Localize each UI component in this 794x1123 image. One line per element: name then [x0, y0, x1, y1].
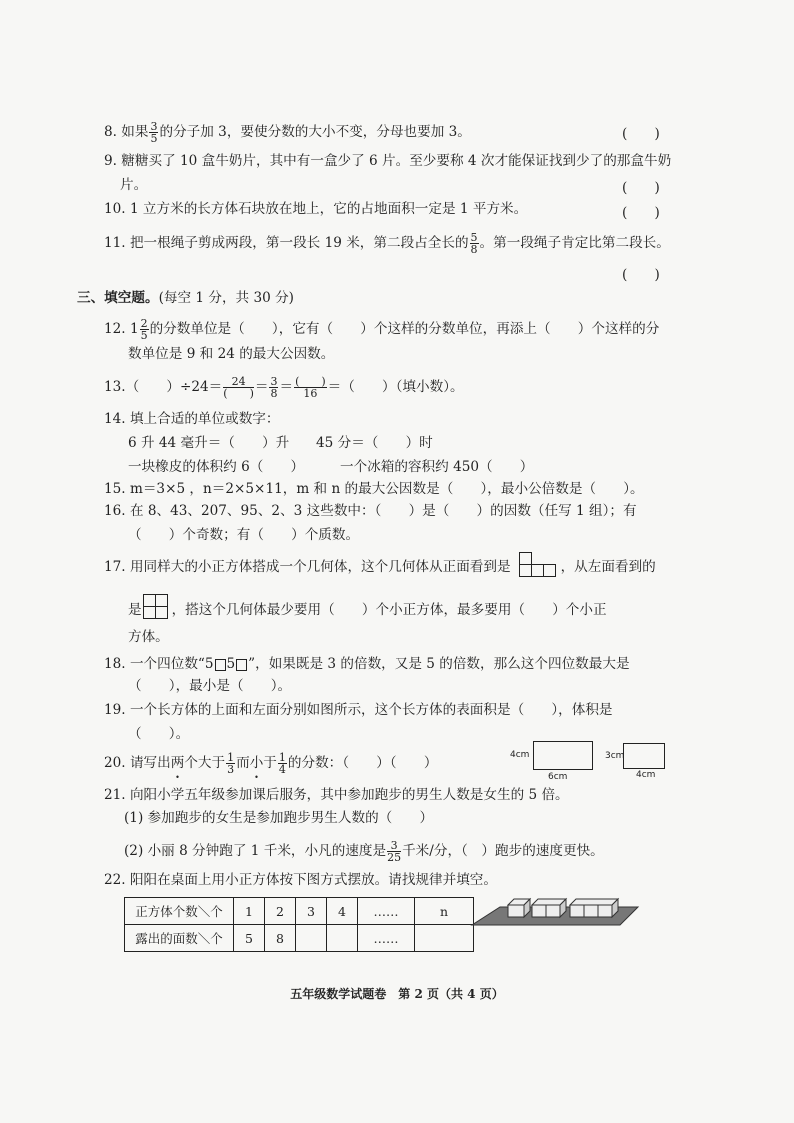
table-cell: 2: [265, 898, 296, 925]
question-14-a: 6 升 44 毫升＝（ ）升: [128, 435, 290, 451]
table-cell: ……: [358, 898, 415, 925]
left-face-height-label: 3cm: [605, 751, 625, 761]
q20-fraction-upper: $\frac{1}{4}$: [278, 751, 286, 776]
q10-answer-bracket[interactable]: ( ): [622, 205, 660, 221]
section-3-heading: 三、填空题。(每空 1 分，共 30 分): [77, 290, 294, 306]
question-17-line2: 是 ，搭这个几何体最少要用（ ）个小正方体，最多要用（ ）个小正: [128, 602, 607, 618]
table-header-cell: 露出的面数＼个: [125, 925, 234, 952]
q8-text-start: 8. 如果: [104, 124, 149, 140]
q13-fraction-1: $\frac{24}{( )}$: [223, 375, 254, 400]
table-cell: n: [415, 898, 474, 925]
question-8: [104, 121, 471, 144]
question-16-line2: （ ）个奇数；有（ ）个质数。: [128, 527, 360, 543]
page-footer: 五年级数学试题卷 第 2 页（共 4 页）: [290, 987, 504, 1001]
table-cell: 8: [265, 925, 296, 952]
question-20: 20. 请写出两个大于 $\frac{1}{3}$ 而小于 $\frac{1}{4}$ 的分数：（ ）（ ）: [104, 751, 438, 776]
q20-fraction-lower: $\frac{1}{3}$: [227, 751, 235, 776]
left-face-width-label: 4cm: [636, 770, 656, 780]
table-cell: ……: [358, 925, 415, 952]
table-header-cell: 正方体个数＼个: [125, 898, 234, 925]
question-16-line1: 16. 在 8、43、207、95、2、3 这些数中：（ ）是（ ）的因数（任写 1 组）；有: [104, 503, 637, 519]
answer-cell[interactable]: [415, 925, 474, 952]
table-cell: 5: [234, 925, 265, 952]
q9-answer-bracket[interactable]: ( ): [622, 180, 660, 196]
q8-answer-bracket[interactable]: ( ): [622, 126, 660, 142]
q13-fraction-3: $\frac{( )}{16}$: [295, 375, 326, 400]
question-17-line3: 方体。: [128, 629, 169, 645]
question-14-title: 14. 填上合适的单位或数字：: [104, 411, 280, 427]
question-19-line1: 19. 一个长方体的上面和左面分别如图所示，这个长方体的表面积是（ ），体积是: [104, 702, 613, 718]
question-12-line2: 数单位是 9 和 24 的最大公因数。: [128, 346, 335, 362]
pattern-table: [124, 897, 474, 952]
table-cell: 4: [327, 898, 358, 925]
answer-cell[interactable]: [327, 925, 358, 952]
top-face-width-label: 6cm: [548, 772, 568, 782]
question-19-line2: （ ）。: [128, 726, 190, 742]
q13-fraction-2: $\frac{3}{8}$: [270, 375, 278, 400]
q21-fraction: $\frac{3}{25}$: [387, 839, 402, 864]
cubes-on-table-figure: [470, 895, 640, 931]
top-face-height-label: 4cm: [510, 750, 530, 760]
question-9-line2: 片。: [120, 177, 148, 193]
question-18-line2: （ ），最小是（ ）。: [128, 678, 292, 694]
question-12: 12. 1 $\frac{2}{5}$ 的分数单位是（ ），它有（ ）个这样的分数单位，再添上（ ）个这样的分: [104, 317, 660, 342]
q12-fraction: $\frac{2}{5}$: [140, 317, 148, 342]
q8-fraction: $\frac{3}{5}$: [150, 120, 158, 145]
digit-blank-box: [236, 659, 247, 671]
question-11: 11. 把一根绳子剪成两段，第一段长 19 米，第二段占全长的 $\frac{5}{8}$ 。第一段绳子肯定比第二段长。: [104, 231, 670, 256]
question-14-c: 一块橡皮的体积约 6（ ）: [128, 459, 305, 475]
table-cell: 1: [234, 898, 265, 925]
question-18: 18. 一个四位数“5 5 ”，如果既是 3 的倍数，又是 5 的倍数，那么这个四位数最大是: [104, 656, 630, 672]
question-9-line1: 9. 糖糖买了 10 盒牛奶片，其中有一盒少了 6 片。至少要称 4 次才能保证找到少了的那盒牛奶: [104, 153, 672, 169]
question-21-part1: (1) 参加跑步的女生是参加跑步男生人数的（ ）: [124, 810, 434, 826]
question-17-line1: 17. 用同样大的小正方体搭成一个几何体，这个几何体从正面看到是 ，从左面看到的: [104, 559, 656, 575]
question-13: 13.（ ）÷24＝ $\frac{24}{( )}$ ＝ $\frac{3}{8}$ ＝ $\frac{( )}{16}$ ＝（ ）（填小数）。: [104, 375, 464, 400]
question-14-d: 一个冰箱的容积约 450（ ）: [340, 459, 534, 475]
left-face-rectangle: [623, 743, 665, 769]
top-face-rectangle: [533, 741, 593, 770]
question-22-title: 22. 阳阳在桌面上用小正方体按下图方式摆放。请找规律并填空。: [104, 872, 497, 888]
answer-cell[interactable]: [296, 925, 327, 952]
q11-answer-bracket[interactable]: ( ): [622, 267, 660, 283]
table-row: [125, 925, 474, 952]
question-10: 10. 1 立方米的长方体石块放在地上，它的占地面积一定是 1 平方米。: [104, 201, 528, 217]
question-15: 15. m＝3×5 ，n＝2×5×11，m 和 n 的最大公因数是（ ），最小公倍数是（ ）。: [104, 481, 644, 497]
table-row: [125, 898, 474, 925]
table-cell: 3: [296, 898, 327, 925]
digit-blank-box: [215, 659, 226, 671]
q8-text-end: 的分子加 3，要使分数的大小不变，分母也要加 3。: [159, 124, 471, 140]
q11-fraction: $\frac{5}{8}$: [470, 231, 478, 256]
question-14-b: 45 分＝（ ）时: [316, 435, 433, 451]
question-21-title: 21. 向阳小学五年级参加课后服务，其中参加跑步的男生人数是女生的 5 倍。: [104, 787, 569, 803]
question-21-part2: (2) 小丽 8 分钟跑了 1 千米，小凡的速度是 $\frac{3}{25}$ 千米/分，（ ）跑步的速度更快。: [124, 839, 604, 864]
